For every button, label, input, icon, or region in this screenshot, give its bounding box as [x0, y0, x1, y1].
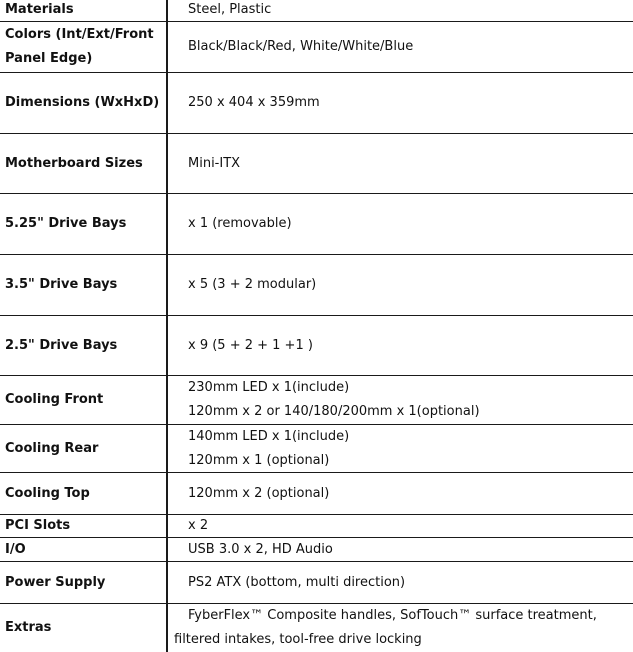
table-row-motherboard-sizes [0, 134, 633, 194]
row-label: Power Supply [5, 574, 106, 590]
row-label: Motherboard Sizes [5, 155, 143, 171]
column-divider [166, 194, 168, 254]
row-value [188, 473, 629, 514]
row-value [188, 562, 629, 603]
value-line: Black/Black/Red, White/White/Blue [188, 39, 414, 54]
value-line: 140mm LED x 1(include) [188, 428, 350, 444]
row-value [188, 515, 629, 537]
column-divider [166, 73, 168, 133]
row-label: 2.5" Drive Bays [5, 337, 118, 353]
value-line: 230mm LED x 1(include) [188, 380, 350, 395]
row-label: Colors (Int/Ext/Front Panel Edge) [5, 27, 154, 66]
row-value [188, 0, 629, 21]
column-divider [166, 316, 168, 375]
table-row-cooling-front [0, 376, 633, 425]
row-value [188, 134, 629, 193]
column-divider [166, 515, 168, 537]
row-value [188, 538, 629, 561]
table-row-colors [0, 22, 633, 73]
value-line: FyberFlex™ Composite handles, SofTouch™ surface treatment, [188, 608, 597, 623]
row-value [188, 425, 629, 472]
row-value [188, 255, 629, 315]
value-line: 120mm x 2 or 140/180/200mm x 1(optional) [188, 404, 480, 419]
table-row-extras [0, 604, 633, 652]
row-label: Cooling Top [5, 485, 90, 501]
table-row-dimensions [0, 73, 633, 134]
table-row-cooling-rear [0, 425, 633, 473]
value-line: x 9 (5 + 2 + 1 +1 ) [188, 337, 313, 353]
value-line: Steel, Plastic [188, 1, 272, 17]
row-label: 3.5" Drive Bays [5, 277, 118, 292]
table-row-power-supply [0, 562, 633, 604]
row-value [174, 604, 629, 652]
row-label: Cooling Front [5, 392, 104, 407]
column-divider [166, 473, 168, 514]
row-value [188, 194, 629, 254]
row-label: Cooling Rear [5, 440, 99, 456]
value-line: 250 x 404 x 359mm [188, 95, 320, 110]
row-label: I/O [5, 541, 26, 557]
value-line: filtered intakes, tool-free drive locking [174, 632, 422, 647]
column-divider [166, 562, 168, 603]
value-line: x 5 (3 + 2 modular) [188, 277, 317, 292]
row-label: Extras [5, 620, 52, 635]
table-row-25-drive-bays [0, 316, 633, 376]
table-row-io [0, 538, 633, 562]
row-value [188, 316, 629, 375]
table-row-pci-slots [0, 515, 633, 538]
value-line: x 2 [188, 518, 209, 533]
row-label: Dimensions (WxHxD) [5, 95, 160, 110]
table-row-35-drive-bays [0, 255, 633, 316]
column-divider [166, 376, 168, 424]
column-divider [166, 255, 168, 315]
column-divider [166, 134, 168, 193]
column-divider [166, 425, 168, 472]
table-row-materials [0, 0, 633, 22]
table-row-525-drive-bays [0, 194, 633, 255]
value-line: USB 3.0 x 2, HD Audio [188, 541, 333, 557]
row-value [188, 73, 629, 133]
column-divider [166, 22, 168, 72]
value-line: x 1 (removable) [188, 216, 292, 231]
row-label: 5.25" Drive Bays [5, 216, 127, 231]
value-line: 120mm x 2 (optional) [188, 485, 330, 501]
column-divider [166, 0, 168, 21]
table-row-cooling-top [0, 473, 633, 515]
value-line: Mini-ITX [188, 155, 241, 171]
row-value [188, 22, 629, 72]
value-line: PS2 ATX (bottom, multi direction) [188, 574, 406, 590]
column-divider [166, 538, 168, 561]
value-line: 120mm x 1 (optional) [188, 452, 330, 468]
row-value [188, 376, 629, 424]
row-label: Materials [5, 1, 74, 17]
row-label: PCI Slots [5, 518, 71, 533]
column-divider [166, 604, 168, 652]
